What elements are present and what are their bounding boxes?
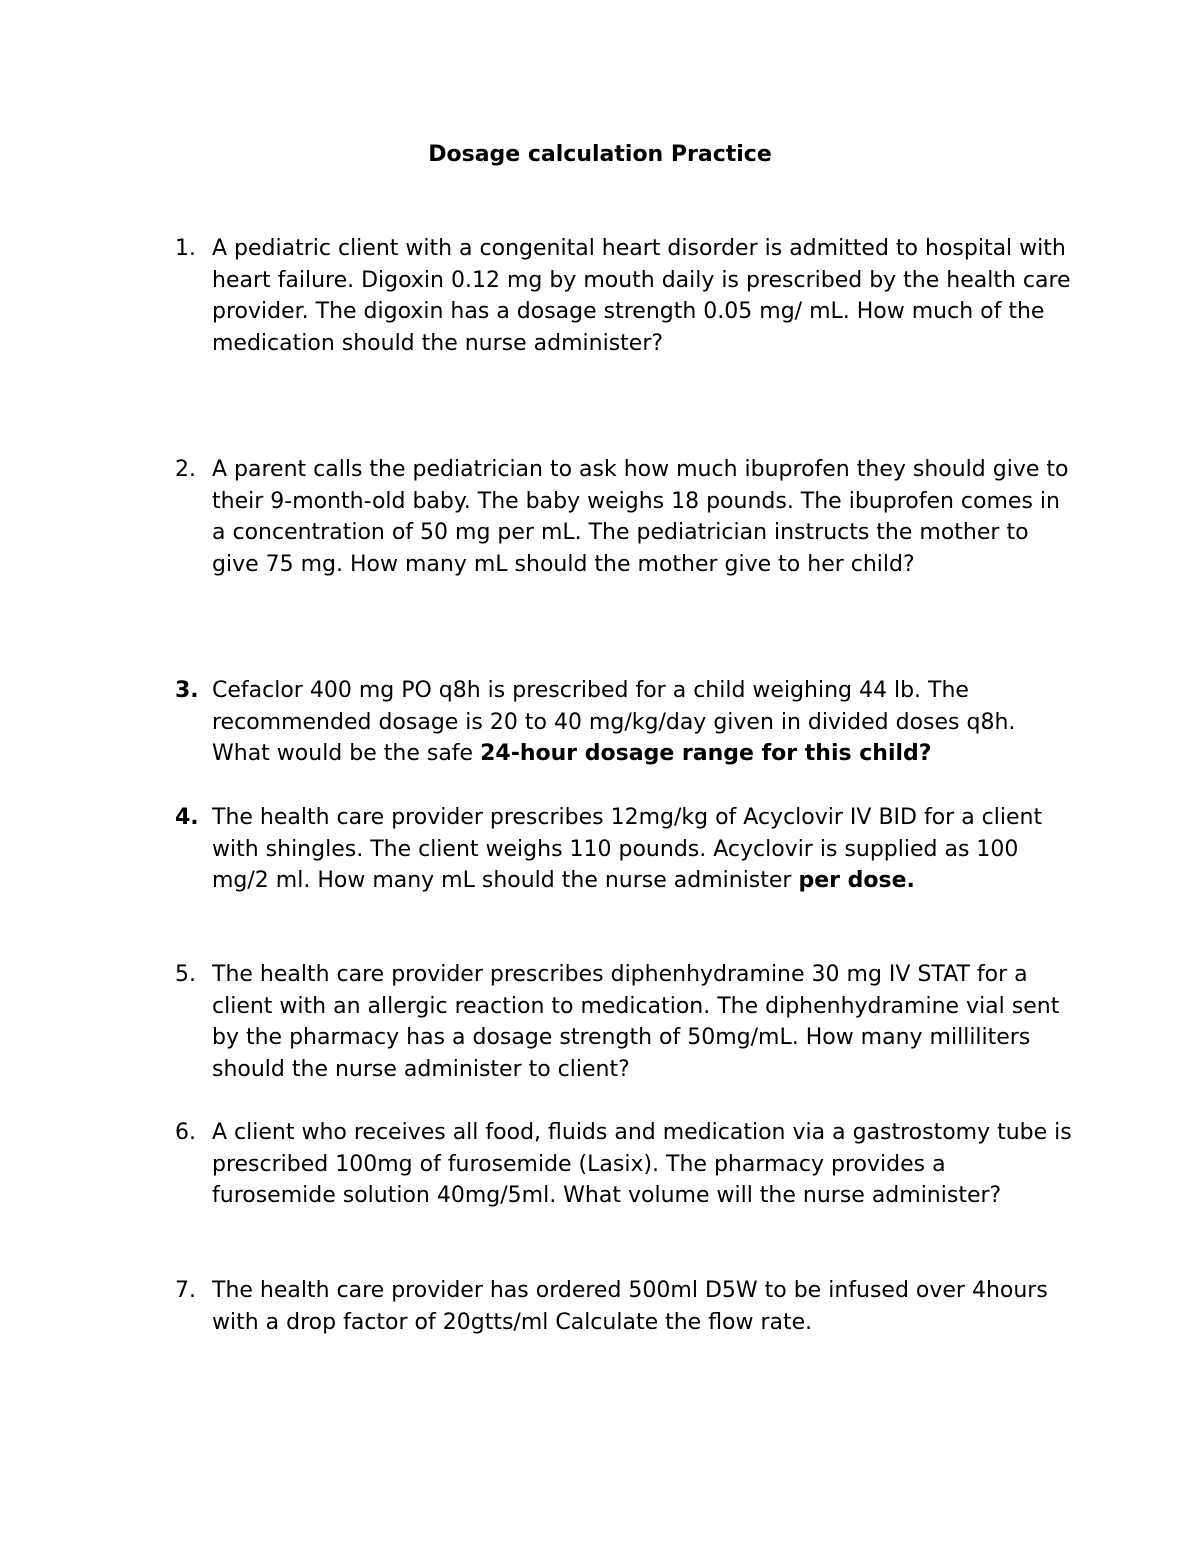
question-emphasis: per dose. bbox=[798, 868, 915, 893]
question-number: 2. bbox=[175, 457, 196, 482]
question-7 bbox=[175, 1275, 1075, 1338]
question-number: 4. bbox=[175, 805, 199, 830]
question-4 bbox=[175, 802, 1075, 897]
question-1 bbox=[175, 233, 1075, 359]
question-text: The health care provider prescribes 12mg/kg of Acyclovir IV BID for a client with shingles. The client weighs 110 pounds. Acyclovir is supplied as 100 mg/2 ml. How many mL should the nurse administer bbox=[212, 805, 1043, 893]
question-number: 7. bbox=[175, 1278, 196, 1303]
question-text: A client who receives all food, fluids and medication via a gastrostomy tube is prescribed 100mg of furosemide (Lasix). The pharmacy provides a furosemide solution 40mg/5ml. What volume will the nurse administer? bbox=[212, 1120, 1072, 1208]
question-text: Cefaclor 400 mg PO q8h is prescribed for a child weighing 44 lb. The recommended dosage is 20 to 40 mg/kg/day given in divided doses q8h. What would be the safe bbox=[212, 678, 1016, 766]
question-text: The health care provider prescribes diphenhydramine 30 mg IV STAT for a client with an allergic reaction to medication. The diphenhydramine vial sent by the pharmacy has a dosage strength of 50mg/mL. How many milliliters should the nurse administer to client? bbox=[212, 962, 1060, 1082]
question-text: The health care provider has ordered 500ml D5W to be infused over 4hours with a drop factor of 20gtts/ml Calculate the flow rate. bbox=[212, 1278, 1048, 1335]
question-text: A parent calls the pediatrician to ask how much ibuprofen they should give to their 9-month-old baby. The baby weighs 18 pounds. The ibuprofen comes in a concentration of 50 mg per mL. The pediatrician instructs the mother to give 75 mg. How many mL should the mother give to her child? bbox=[212, 457, 1069, 577]
question-5 bbox=[175, 959, 1075, 1085]
question-3 bbox=[175, 675, 1075, 770]
question-emphasis: 24-hour dosage range for this child? bbox=[480, 741, 932, 766]
question-text: A pediatric client with a congenital heart disorder is admitted to hospital with heart failure. Digoxin 0.12 mg by mouth daily is prescribed by the health care provider. The digoxin has a dosage strength 0.05 mg/ mL. How much of the medication should the nurse administer? bbox=[212, 236, 1071, 356]
page-title: Dosage calculation Practice bbox=[428, 142, 772, 167]
question-6 bbox=[175, 1117, 1075, 1212]
question-text-wrapper bbox=[212, 675, 1075, 770]
question-number: 6. bbox=[175, 1120, 196, 1145]
question-text-wrapper bbox=[212, 802, 1075, 897]
question-number: 3. bbox=[175, 678, 199, 703]
question-number: 1. bbox=[175, 236, 196, 261]
question-number: 5. bbox=[175, 962, 196, 987]
question-2 bbox=[175, 454, 1075, 580]
